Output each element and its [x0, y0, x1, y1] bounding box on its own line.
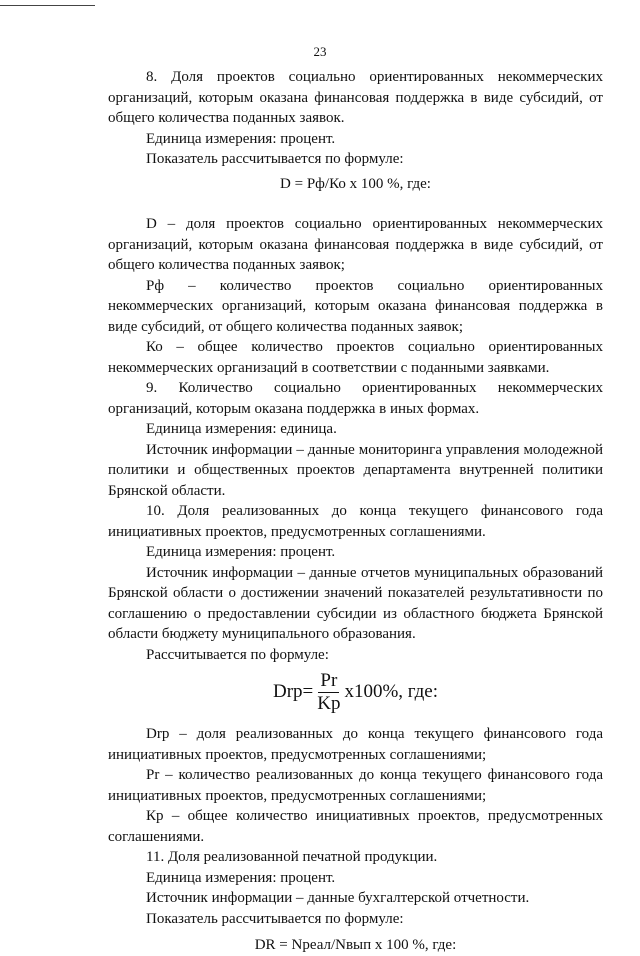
paragraph: Pr – количество реализованных до конца текущего финансового года инициативных проектов, предусмотренных соглашениями; — [108, 767, 603, 804]
paragraph: 9. Количество социально ориентированных некоммерческих организаций, которым оказана поддержка в иных формах. — [108, 380, 603, 417]
paragraph: Drp – доля реализованных до конца текущего финансового года инициативных проектов, предусмотренных соглашениями; — [108, 726, 603, 763]
document-body — [108, 67, 603, 956]
paragraph: Показатель рассчитывается по формуле: — [146, 910, 404, 927]
paragraph: Единица измерения: единица. — [146, 421, 337, 437]
top-rule — [0, 5, 95, 6]
paragraph: D – доля проектов социально ориентированных некоммерческих организаций, которым оказана финансовая поддержка в виде субсидий, от общего количества поданных заявок; — [108, 216, 603, 273]
paragraph: Источник информации – данные отчетов муниципальных образований Брянской области о достижении значений показателей результативности по соглашению о предоставлении субсидии из областного бюджета Брянской области бюджету муниципального образования. — [108, 564, 603, 642]
paragraph: Кр – общее количество инициативных проектов, предусмотренных соглашениями. — [108, 808, 603, 845]
paragraph: Единица измерения: процент. — [146, 544, 336, 560]
paragraph: Рассчитывается по формуле: — [146, 646, 329, 663]
paragraph: Ко – общее количество проектов социально ориентированных некоммерческих организаций в соответствии с поданными заявками. — [108, 339, 603, 376]
fraction — [315, 671, 342, 714]
fraction-numerator: Pr — [320, 670, 338, 691]
paragraph: Показатель рассчитывается по формуле: — [146, 151, 404, 167]
paragraph: 8. Доля проектов социально ориентированных некоммерческих организаций, которым оказана финансовая поддержка в виде субсидий, от общего количества поданных заявок. — [108, 69, 603, 126]
paragraph: Рф – количество проектов социально ориентированных некоммерческих организаций, которым оказана финансовая поддержка в виде субсидий, от общего количества поданных заявок; — [108, 277, 603, 335]
paragraph: Источник информации – данные бухгалтерской отчетности. — [146, 890, 530, 906]
paragraph: Источник информации – данные мониторинга управления молодежной политики и общественных проектов департамента внутренней политики Брянской области. — [108, 441, 603, 499]
page-number: 23 — [313, 44, 327, 59]
formula-lhs: Drp= — [272, 681, 314, 703]
paragraph: Единица измерения: процент. — [146, 869, 336, 886]
formula-d: D = Рф/Ко х 100 %, где: — [280, 175, 431, 192]
paragraph: 10. Доля реализованных до конца текущего финансового года инициативных проектов, предусмотренных соглашениями. — [108, 503, 603, 540]
formula-rhs: x100%, где: — [344, 681, 439, 703]
paragraph: Единица измерения: процент. — [146, 130, 336, 147]
formula-drp — [108, 671, 603, 714]
spacer — [108, 202, 603, 214]
fraction-denominator: Kp — [317, 693, 341, 714]
formula-dr: DR = Nреал/Nвып х 100 %, где: — [254, 937, 457, 953]
paragraph: 11. Доля реализованной печатной продукции. — [146, 849, 438, 865]
